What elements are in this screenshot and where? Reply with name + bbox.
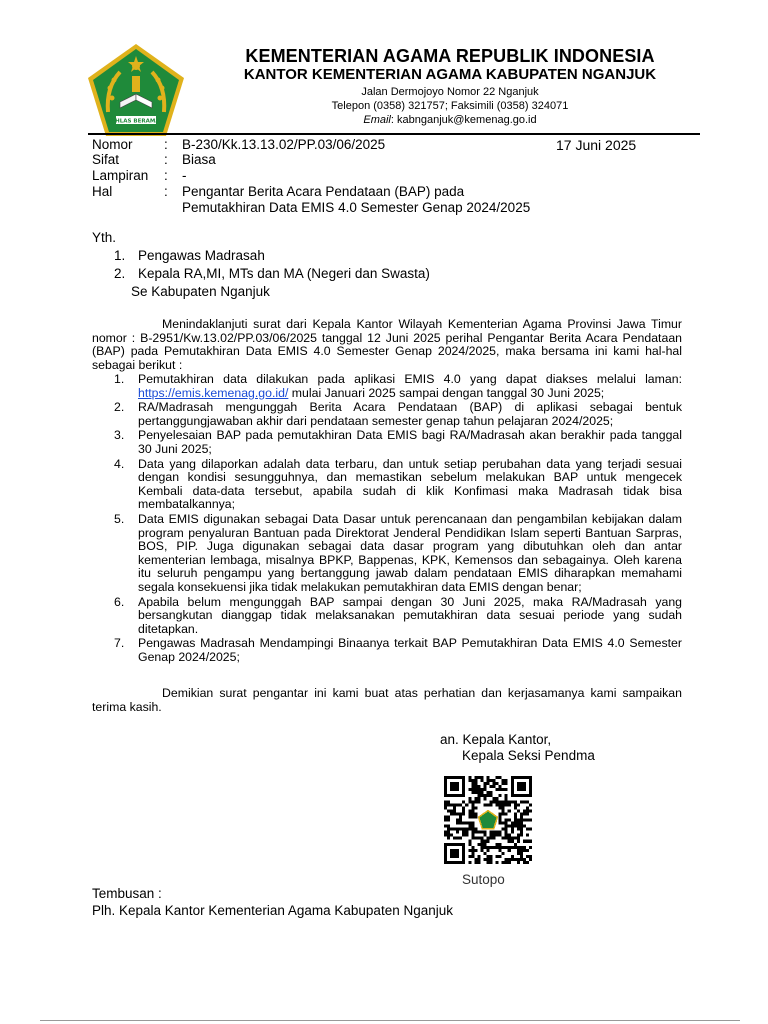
recipient-location: Se Kabupaten Nganjuk: [131, 284, 270, 299]
recipient-item: 1. Pengawas Madrasah: [114, 248, 265, 263]
svg-text:IKHLAS BERAMAL: IKHLAS BERAMAL: [108, 118, 164, 125]
office-address: Jalan Dermojoyo Nomor 22 Nganjuk: [361, 86, 539, 98]
list-item: 6. Apabila belum mengunggah BAP sampai dengan 30 Juni 2025, maka RA/Madrasah yang bersangkutan dianggap tidak melaksanakan pemutakhiran data sesuai periode yang sudah ditetapkan.: [114, 594, 682, 636]
office-email: Email: kabnganjuk@kemenag.go.id: [363, 114, 537, 126]
list-item: 4. Data yang dilaporkan adalah data terbaru, dan untuk setiap perubahan data yang terjadi sesuai dengan kondisi sesungguhnya, dan memastikan sebelum melakukan BAP untuk mengecek Kembali data-data tersebut, apabila sudah di klik Konfimasi maka Madrasah tidak bisa membatalkannya;: [114, 456, 682, 512]
page-edge-line: [40, 1020, 740, 1021]
cc-item: Plh. Kepala Kantor Kementerian Agama Kabupaten Nganjuk: [92, 903, 453, 918]
signature-line-1: an. Kepala Kantor,: [440, 732, 552, 747]
list-item: 3. Penyelesaian BAP pada pemutakhiran Data EMIS bagi RA/Madrasah akan berakhir pada tanggal 30 Juni 2025;: [114, 428, 682, 456]
list-item: 5. Data EMIS digunakan sebagai Data Dasar untuk perencanaan dan pengambilan kebijakan dalam program penyaluran Bantuan pada Direktorat Jenderal Pendidikan Islam seperti Bantuan Sarpras, BOS, PIP. Juga digunakan sebagai data dasar program yang dibutuhkan oleh dan antar kementerian lembaga, misalnya BPKP, Bappenas, KPK, Kemensos dan sebagainya. Oleh karena itu seluruh pengampu yang bertanggung jawab dalam pendataan EMIS diharapkan memahami segala konsekuensi jika tidak melakukan pemutakhiran data EMIS dengan benar;: [114, 511, 682, 594]
office-phone: Telepon (0358) 321757; Faksimili (0358) 324071: [331, 100, 569, 112]
office-name: KANTOR KEMENTERIAN AGAMA KABUPATEN NGANJUK: [243, 66, 657, 83]
closing-paragraph: Demikian surat pengantar ini kami buat atas perhatian dan kerjasamanya kami sampaikan terima kasih.: [92, 686, 682, 714]
letterhead-divider: [88, 133, 700, 135]
list-item: 7. Pengawas Madrasah Mendampingi Binaanya terkait BAP Pemutakhiran Data EMIS 4.0 Semester Genap 2024/2025;: [114, 636, 682, 664]
intro-paragraph: Menindaklanjuti surat dari Kepala Kantor Wilayah Kementerian Agama Provinsi Jawa Timur nomor : B-2951/Kw.13.02/PP.03/06/2025 tanggal 12 Juni 2025 perihal Pengantar Berita Acara Pendataan (BAP) pada Pemutakhiran Data EMIS 4.0 Semester Genap 2024/2025, maka bersama ini kami hal-hal sebagai berikut :: [92, 317, 682, 372]
signature-line-2: Kepala Seksi Pendma: [462, 748, 595, 763]
instruction-list: [92, 373, 682, 665]
recipient-item: 2. Kepala RA,MI, MTs dan MA (Negeri dan Swasta): [114, 266, 430, 281]
letter-date: 17 Juni 2025: [556, 137, 637, 153]
list-item: 1. Pemutakhiran data dilakukan pada aplikasi EMIS 4.0 yang dapat diakses melalui laman: https://emis.kemenag.go.id/ mulai Januari 2025 sampai dengan tanggal 30 Juni 2025;: [114, 372, 682, 400]
ministry-name: KEMENTERIAN AGAMA REPUBLIK INDONESIA: [245, 46, 655, 66]
emis-link[interactable]: https://emis.kemenag.go.id/: [138, 385, 289, 400]
letter-page: IKHLAS BERAMAL KEMENTERIAN AGAMA REPUBLIK INDONESIA KANTOR KEMENTERIAN AGAMA KABUPATEN NGANJUK Jalan Dermojoyo Nomor 22 Nganjuk Telepon (0358) 321757; Faksimili (0358) 324071 Email: kabnganjuk@kemenag.go.id Nomor : B-230/Kk.13.13.02/PP.03/06/2025 17 Juni 2025 Sifat : Biasa Lampiran : - Hal : Pengantar Berita Acara Pendataan (BAP) pada Pemutakhiran Data EMIS 4.0 Semester Genap 2024/2025 Yth. 1. Pengawas Madrasah 2. Kepala RA,MI, MTs dan MA (Negeri dan Swasta) Se Kabupaten Nganjuk Menindaklanjuti surat dari Kepala Kantor Wilayah Kementerian Agama Provinsi Jawa Timur nomor : B-2951/Kw.13.02/PP.03/06/2025 tanggal 12 Juni 2025 perihal Pengantar Berita Acara Pendataan (BAP) pada Pemutakhiran Data EMIS 4.0 Semester Genap 2024/2025, maka bersama ini kami hal-hal sebagai berikut : 1. Pemutakhiran data dilakukan pada aplikasi EMIS 4.0 yang dapat diakses melalui laman: https://emis.kemenag.go.id/ mulai Januari 2025 sampai dengan tanggal 30 Juni 2025; 2. RA/Madrasah mengunggah Berita Acara Pendataan (BAP) di aplikasi sebagai bentuk pertanggungjawaban akhir dari pendataan semester genap tahun pelajaran 2024/2025; 3. Penyelesaian BAP pada pemutakhiran Data EMIS bagi RA/Madrasah akan berakhir pada tanggal 30 Juni 2025; 4. Data yang dilaporkan adalah data terbaru, dan untuk setiap perubahan data yang terjadi sesuai dengan kondisi sesungguhnya, dan memastikan sebelum melakukan BAP untuk mengecek Kembali data-data tersebut, apabila sudah di klik Konfimasi maka Madrasah tidak bisa membatalkannya; 5. Data EMIS digunakan sebagai Data Dasar untuk perencanaan dan pengambilan kebijakan dalam program penyaluran Bantuan pada Direktorat Jenderal Pendidikan Islam seperti Bantuan Sarpras, BOS, PIP. Juga digunakan sebagai data dasar program yang dibutuhkan oleh dan antar kementerian lembaga, misalnya BPKP, Bappenas, KPK, Kemensos dan sebagainya. Oleh karena itu seluruh pengampu yang bertanggung jawab dalam pendataan EMIS diharapkan memahami segala konsekuensi jika tidak melakukan pemutakhiran data EMIS dengan benar; 6. Apabila belum mengunggah BAP sampai dengan 30 Juni 2025, maka RA/Madrasah yang bersangkutan dianggap tidak melaksanakan pemutakhiran data sesuai periode yang sudah ditetapkan. 7. Pengawas Madrasah Mendampingi Binaanya terkait BAP Pemutakhiran Data EMIS 4.0 Semester Genap 2024/2025; Demikian surat pengantar ini kami buat atas perhatian dan kerjasamanya kami sampaikan terima kasih. an. Kepala Kantor, Kepala Seksi Pendma Sutopo Tembusan : Plh. Kepala Kantor Kementerian Agama Kabupaten Nganjuk: [0, 0, 768, 1024]
signer-name: Sutopo: [462, 872, 505, 887]
qr-code-signature: [444, 776, 532, 864]
cc-label: Tembusan :: [92, 886, 162, 901]
salutation: Yth.: [92, 230, 117, 245]
kemenag-logo: [86, 42, 186, 138]
list-item: 2. RA/Madrasah mengunggah Berita Acara Pendataan (BAP) di aplikasi sebagai bentuk pertanggungjawaban akhir dari pendataan semester genap tahun pelajaran 2024/2025;: [114, 400, 682, 428]
